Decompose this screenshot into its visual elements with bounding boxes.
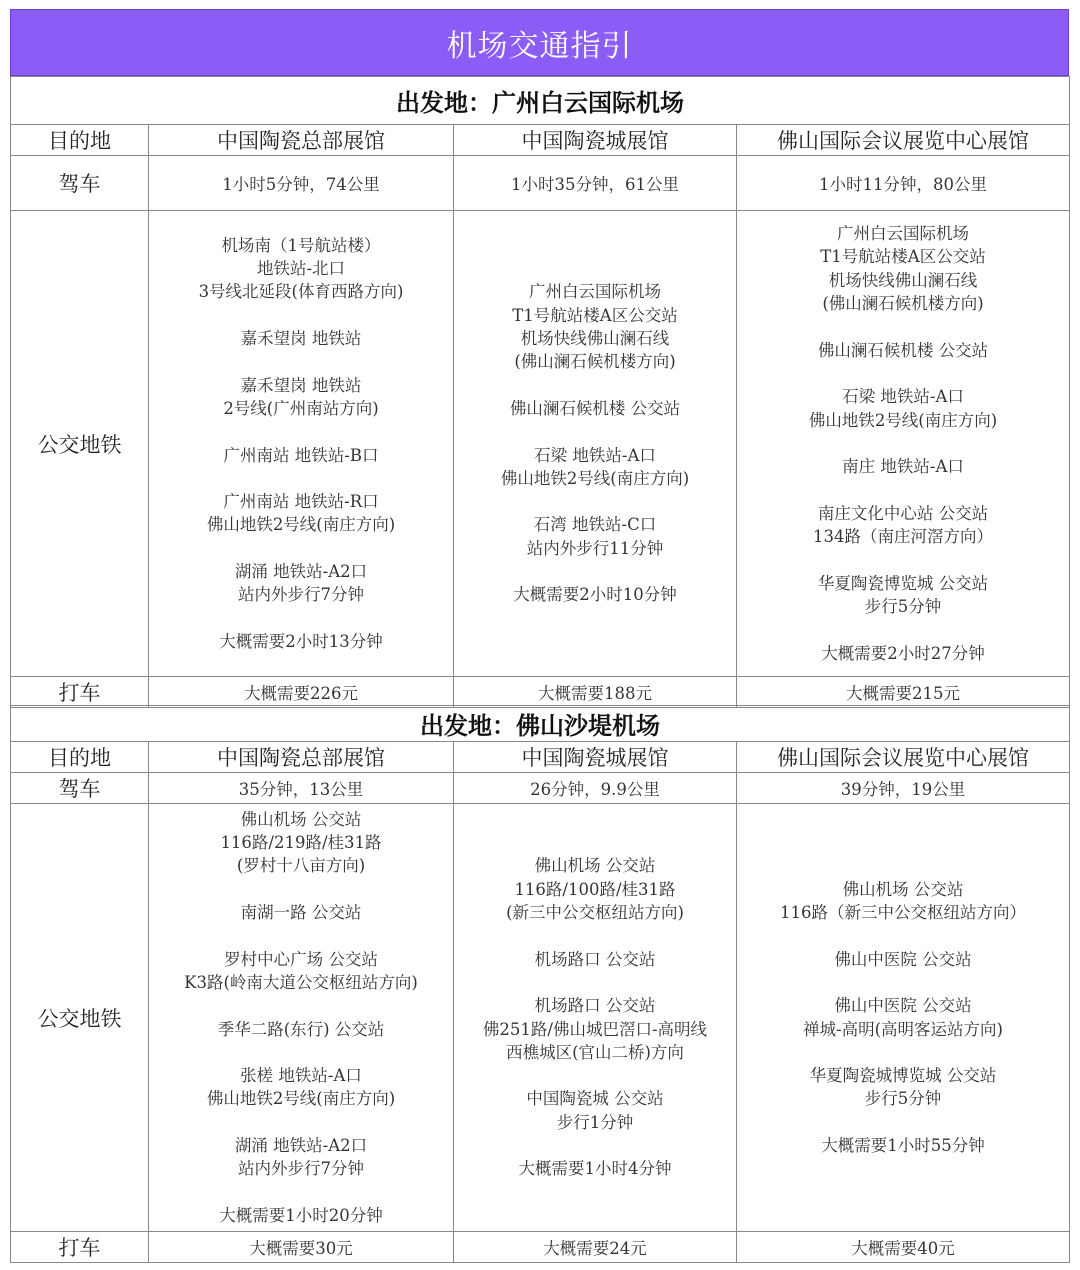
route-gap xyxy=(454,971,736,994)
route-step: 大概需要2小时10分钟 xyxy=(513,585,677,605)
route-step: 站内外步行7分钟 xyxy=(238,585,364,605)
route-step: 116路（新三中公交枢纽站方向） xyxy=(780,903,1026,923)
route-step: 佛山中医院 公交站 xyxy=(834,996,972,1016)
route-gap xyxy=(149,607,453,630)
route-step: 佛山地铁2号线(南庄方向) xyxy=(500,468,690,488)
route-step: 罗村中心广场 公交站 xyxy=(224,949,378,969)
route-step: 南庄文化中心站 公交站 xyxy=(817,503,989,523)
venue-header: 中国陶瓷总部展馆 xyxy=(149,742,454,773)
route-step: (罗村十八亩方向) xyxy=(236,856,366,876)
route-gap xyxy=(737,478,1069,501)
route-step: 佛山中医院 公交站 xyxy=(834,949,972,969)
transit-route xyxy=(149,211,454,677)
route-gap xyxy=(454,1064,736,1087)
drive-label: 驾车 xyxy=(11,773,149,804)
route-step: 步行1分钟 xyxy=(556,1112,634,1132)
route-gap xyxy=(454,490,736,513)
route-gap xyxy=(737,548,1069,571)
route-step: 石梁 地铁站-A口 xyxy=(842,387,964,407)
route-gap xyxy=(149,350,453,373)
route-step: 湖涌 地铁站-A2口 xyxy=(234,1135,368,1155)
route-step: 佛山澜石候机楼 公交站 xyxy=(817,340,989,360)
route-step: 2号线(广州南站方向) xyxy=(223,398,379,418)
route-gap xyxy=(149,878,453,901)
drive-info: 35分钟，13公里 xyxy=(149,773,454,804)
route-step: (佛山澜石候机楼方向) xyxy=(822,294,984,314)
route-gap xyxy=(149,467,453,490)
origin-heading: 出发地：广州白云国际机场 xyxy=(11,77,1070,125)
route-step: 广州白云国际机场 xyxy=(529,282,661,302)
venue-header: 佛山国际会议展览中心展馆 xyxy=(737,742,1070,773)
taxi-fare: 大概需要30元 xyxy=(149,1232,454,1263)
taxi-label: 打车 xyxy=(11,1232,149,1263)
route-gap xyxy=(149,537,453,560)
route-step: 3号线北延段(体育西路方向) xyxy=(198,282,404,302)
route-gap xyxy=(454,1134,736,1157)
route-step: 华夏陶瓷博览城 公交站 xyxy=(817,573,989,593)
destination-label: 目的地 xyxy=(11,742,149,773)
transit-route xyxy=(737,804,1070,1232)
route-step: 中国陶瓷城 公交站 xyxy=(526,1089,664,1109)
route-step: 禅城-高明(高明客运站方向) xyxy=(803,1019,1003,1039)
route-gap xyxy=(149,1041,453,1064)
venue-header: 佛山国际会议展览中心展馆 xyxy=(737,125,1070,156)
route-step: 机场南（1号航站楼） xyxy=(221,235,381,255)
route-step: 广州南站 地铁站-R口 xyxy=(223,492,379,512)
route-gap xyxy=(454,374,736,397)
route-step: K3路(岭南大道公交枢纽站方向) xyxy=(184,972,418,992)
taxi-fare: 大概需要215元 xyxy=(737,677,1070,708)
route-step: 张槎 地铁站-A口 xyxy=(240,1066,362,1086)
taxi-label: 打车 xyxy=(11,677,149,708)
route-step: 佛山澜石候机楼 公交站 xyxy=(509,398,681,418)
route-step: 佛251路/佛山城巴滘口-高明线 xyxy=(482,1019,708,1039)
transit-route xyxy=(454,211,737,677)
route-step: 南湖一路 公交站 xyxy=(240,903,362,923)
guide-table-baiyun xyxy=(10,76,1070,708)
route-step: 地铁站-北口 xyxy=(256,259,346,279)
route-step: 佛山机场 公交站 xyxy=(534,856,656,876)
venue-header: 中国陶瓷城展馆 xyxy=(454,125,737,156)
drive-label: 驾车 xyxy=(11,156,149,211)
route-step: T1号航站楼A区公交站 xyxy=(820,247,986,267)
route-step: 步行5分钟 xyxy=(864,596,942,616)
drive-info: 39分钟，19公里 xyxy=(737,773,1070,804)
page-title: 机场交通指引 xyxy=(10,9,1069,76)
route-step: (新三中公交枢纽站方向) xyxy=(506,903,684,923)
route-step: 大概需要2小时13分钟 xyxy=(219,631,383,651)
route-step: 佛山地铁2号线(南庄方向) xyxy=(808,410,998,430)
venue-header: 中国陶瓷城展馆 xyxy=(454,742,737,773)
route-step: 湖涌 地铁站-A2口 xyxy=(234,561,368,581)
route-step: 南庄 地铁站-A口 xyxy=(842,457,964,477)
route-step: 广州白云国际机场 xyxy=(837,224,969,244)
route-step: 佛山地铁2号线(南庄方向) xyxy=(206,515,396,535)
route-step: 大概需要1小时4分钟 xyxy=(518,1159,672,1179)
route-step: 116路/219路/桂31路 xyxy=(220,833,382,853)
route-step: 大概需要1小时55分钟 xyxy=(821,1135,985,1155)
route-gap xyxy=(737,924,1069,947)
route-gap xyxy=(737,1041,1069,1064)
route-step: 广州南站 地铁站-B口 xyxy=(223,445,379,465)
transit-label: 公交地铁 xyxy=(11,211,149,677)
route-step: 西樵城区(官山二桥)方向 xyxy=(506,1042,684,1062)
route-gap xyxy=(737,971,1069,994)
drive-info: 26分钟，9.9公里 xyxy=(454,773,737,804)
route-gap xyxy=(149,994,453,1017)
drive-info: 1小时35分钟，61公里 xyxy=(454,156,737,211)
route-step: 华夏陶瓷城博览城 公交站 xyxy=(809,1066,997,1086)
route-step: 大概需要1小时20分钟 xyxy=(219,1205,383,1225)
taxi-fare: 大概需要226元 xyxy=(149,677,454,708)
route-step: 机场快线佛山澜石线 xyxy=(828,270,978,290)
venue-header: 中国陶瓷总部展馆 xyxy=(149,125,454,156)
route-step: 机场快线佛山澜石线 xyxy=(520,329,670,349)
route-step: 佛山机场 公交站 xyxy=(842,879,964,899)
route-step: 大概需要2小时27分钟 xyxy=(821,643,985,663)
route-step: 站内外步行11分钟 xyxy=(526,538,664,558)
route-gap xyxy=(737,315,1069,338)
route-step: 佛山地铁2号线(南庄方向) xyxy=(206,1089,396,1109)
route-step: 步行5分钟 xyxy=(864,1089,942,1109)
route-gap xyxy=(454,420,736,443)
taxi-fare: 大概需要188元 xyxy=(454,677,737,708)
route-gap xyxy=(149,420,453,443)
route-step: 佛山机场 公交站 xyxy=(240,809,362,829)
route-gap xyxy=(737,362,1069,385)
route-step: 116路/100路/桂31路 xyxy=(514,879,676,899)
route-step: 134路（南庄河滘方向） xyxy=(813,527,993,547)
route-gap xyxy=(149,1111,453,1134)
route-step: 石湾 地铁站-C口 xyxy=(533,515,657,535)
destination-label: 目的地 xyxy=(11,125,149,156)
route-gap xyxy=(149,304,453,327)
route-gap xyxy=(454,924,736,947)
route-gap xyxy=(149,1181,453,1204)
route-step: 季华二路(东行) 公交站 xyxy=(217,1019,385,1039)
route-step: 嘉禾望岗 地铁站 xyxy=(240,329,362,349)
route-step: T1号航站楼A区公交站 xyxy=(512,305,678,325)
transit-route xyxy=(454,804,737,1232)
taxi-fare: 大概需要24元 xyxy=(454,1232,737,1263)
route-step: 石梁 地铁站-A口 xyxy=(534,445,656,465)
route-gap xyxy=(737,618,1069,641)
route-gap xyxy=(737,432,1069,455)
origin-heading: 出发地：佛山沙堤机场 xyxy=(11,706,1070,742)
drive-info: 1小时11分钟，80公里 xyxy=(737,156,1070,211)
transit-route xyxy=(737,211,1070,677)
transit-label: 公交地铁 xyxy=(11,804,149,1232)
route-step: 站内外步行7分钟 xyxy=(238,1159,364,1179)
route-gap xyxy=(737,1111,1069,1134)
drive-info: 1小时5分钟，74公里 xyxy=(149,156,454,211)
route-gap xyxy=(454,560,736,583)
route-step: 嘉禾望岗 地铁站 xyxy=(240,375,362,395)
route-step: (佛山澜石候机楼方向) xyxy=(514,352,676,372)
route-gap xyxy=(149,924,453,947)
guide-table-shadi xyxy=(10,705,1070,1263)
route-step: 机场路口 公交站 xyxy=(534,949,656,969)
transit-route xyxy=(149,804,454,1232)
taxi-fare: 大概需要40元 xyxy=(737,1232,1070,1263)
route-step: 机场路口 公交站 xyxy=(534,996,656,1016)
